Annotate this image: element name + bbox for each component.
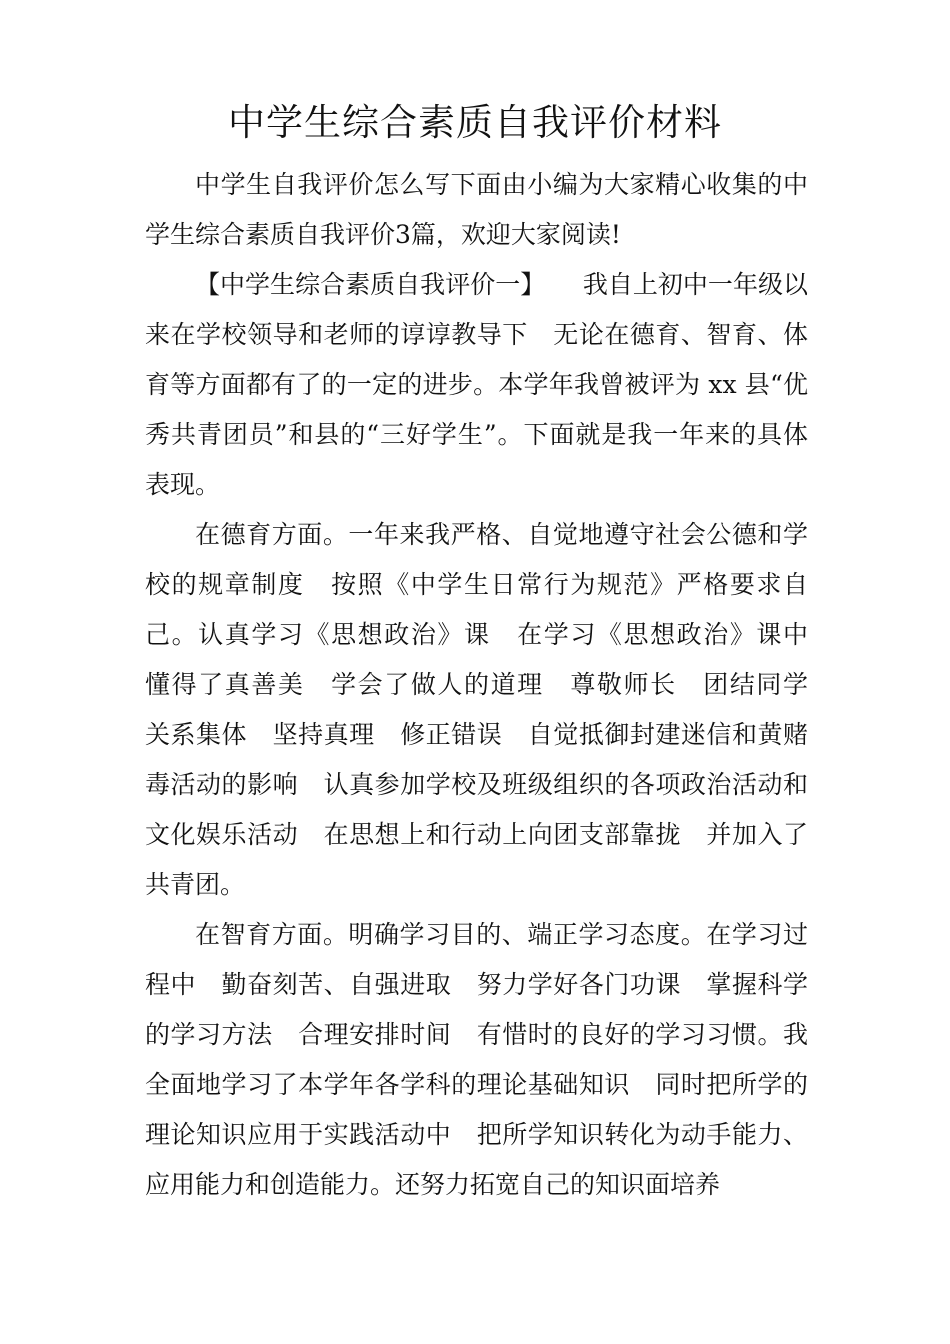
paragraph-evaluation-one: 【中学生综合素质自我评价一】 我自上初中一年级以来在学校领导和老师的谆谆教导下 无论在德育、智育、体育等方面都有了的一定的进步。本学年我曾被评为 xx 县“优秀共青团员”和县的“三好学生”。下面就是我一年来的具体表现。 [145, 270, 808, 499]
paragraph-intro: 中学生自我评价怎么写下面由小编为大家精心收集的中学生综合素质自我评价3篇，欢迎大家阅读! [145, 170, 808, 249]
paragraph-intellectual-education: 在智育方面。明确学习目的、端正学习态度。在学习过程中 勤奋刻苦、自强进取 努力学好各门功课 掌握科学的学习方法 合理安排时间 有惜时的良好的学习习惯。我全面地学习了本学年各学科的理论基础知识 同时把所学的理论知识应用于实践活动中 把所学知识转化为动手能力、应用能力和创造能力。还努力拓宽自己的知识面培养 [145, 920, 808, 1199]
paragraph-moral-education: 在德育方面。一年来我严格、自觉地遵守社会公德和学校的规章制度 按照《中学生日常行为规范》严格要求自己。认真学习《思想政治》课 在学习《思想政治》课中 懂得了真善美 学会了做人的道理 尊敬师长 团结同学 关系集体 坚持真理 修正错误 自觉抵御封建迷信和黄赌毒活动的影响 认真参加学校及班级组织的各项政治活动和文化娱乐活动 在思想上和行动上向团支部靠拢 并加入了共青团。 [145, 520, 834, 899]
document-title: 中学生综合素质自我评价材料 [228, 101, 722, 144]
document-body [145, 160, 834, 1210]
